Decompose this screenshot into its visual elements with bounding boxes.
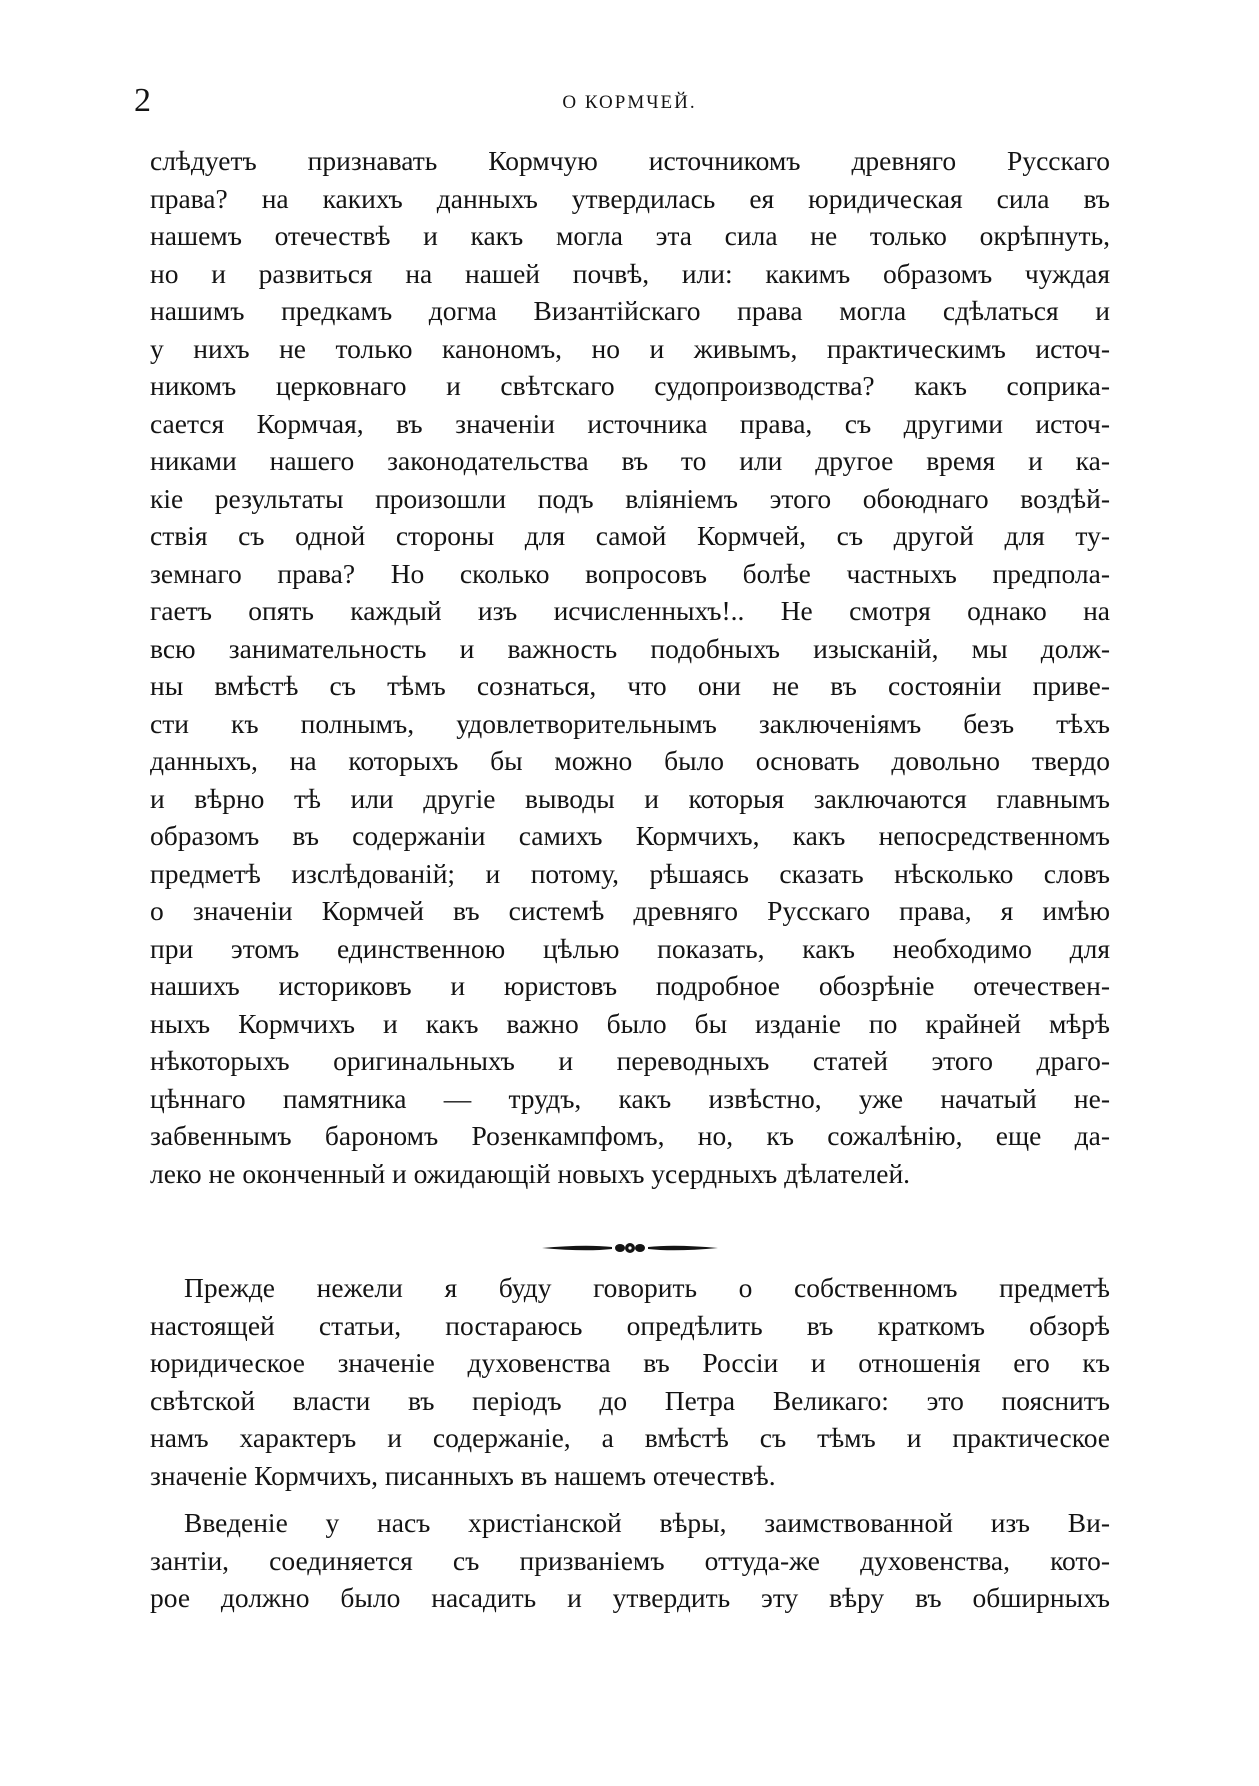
text-line: ны вмѣстѣ съ тѣмъ сознаться, что они не въ состояніи приве- [150,670,1110,701]
text-line: нашихъ историковъ и юристовъ подробное обозрѣніе отечествен- [150,970,1110,1001]
text-line: юридическое значеніе духовенства въ Россіи и отношенія его къ [150,1347,1110,1378]
text-line: земнаго права? Но сколько вопросовъ болѣе частныхъ предпола- [150,557,1110,589]
text-line: кіе результаты произошли подъ вліяніемъ этого обоюднаго воздѣй- [150,482,1110,514]
text-line: сается Кормчая, въ значеніи источника права, съ другими источ- [150,407,1110,439]
text-line: никами нашего законодательства въ то или другое время и ка- [150,445,1110,476]
text-line: значеніе Кормчихъ, писанныхъ въ нашемъ отечествѣ. [150,1459,776,1491]
text-line: нашимъ предкамъ догма Византійскаго права могла сдѣлаться и [150,295,1110,326]
text-line: образомъ въ содержаніи самихъ Кормчихъ, какъ непосредственномъ [150,820,1110,851]
text-line: ствія съ одной стороны для самой Кормчей, съ другой для ту- [150,520,1110,551]
text-line: слѣдуетъ признавать Кормчую источникомъ древняго Русскаго [150,145,1110,176]
text-line: настоящей статьи, постараюсь опредѣлить въ краткомъ обзорѣ [150,1309,1110,1341]
text-line: при этомъ единственною цѣлью показать, какъ необходимо для [150,932,1110,964]
paragraph-2 [150,1269,1110,1617]
text-line: намъ характеръ и содержаніе, а вмѣстѣ съ тѣмъ и практическое [150,1422,1110,1453]
text-line: свѣтской власти въ періодъ до Петра Великаго: это пояснитъ [150,1384,1110,1416]
section-divider-ornament [540,1238,720,1258]
text-line: всю занимательность и важность подобныхъ изысканій, мы долж- [150,632,1110,664]
text-line: Прежде нежели я буду говорить о собственномъ предметѣ [184,1272,1110,1303]
text-line: рое должно было насадить и утвердить эту вѣру въ обширныхъ [150,1582,1110,1613]
paragraph-1 [150,142,1110,1192]
text-line: нѣкоторыхъ оригинальныхъ и переводныхъ статей этого драго- [150,1045,1110,1076]
text-line: цѣннаго памятника — трудъ, какъ извѣстно, уже начатый не- [150,1082,1110,1114]
text-line: сти къ полнымъ, удовлетворительнымъ заключеніямъ безъ тѣхъ [150,707,1110,739]
text-line: у нихъ не только канономъ, но и живымъ, практическимъ источ- [150,332,1110,364]
text-line: леко не оконченный и ожидающій новыхъ усердныхъ дѣлателей. [150,1157,911,1189]
text-line: никомъ церковнаго и свѣтскаго судопроизводства? какъ соприка- [150,370,1110,401]
text-line: забвеннымъ барономъ Розенкампфомъ, но, къ сожалѣнію, еще да- [150,1120,1110,1151]
text-line: ныхъ Кормчихъ и какъ важно было бы изданіе по крайней мѣрѣ [150,1007,1110,1039]
text-line: данныхъ, на которыхъ бы можно было основать довольно твердо [150,745,1110,776]
text-line: гаетъ опять каждый изъ исчисленныхъ!.. Не смотря однако на [150,595,1110,626]
text-line: но и развиться на нашей почвѣ, или: какимъ образомъ чуждая [150,257,1110,289]
running-title: О КОРМЧЕЙ. [562,92,697,113]
text-line: о значеніи Кормчей въ системѣ древняго Русскаго права, я имѣю [150,895,1110,926]
page-number: 2 [134,82,151,119]
text-line: права? на какихъ данныхъ утвердилась ея юридическая сила въ [150,182,1110,214]
text-line: и вѣрно тѣ или другіе выводы и которыя заключаются главнымъ [150,782,1110,814]
text-line: Введеніе у насъ христіанской вѣры, заимствованной изъ Ви- [184,1507,1110,1538]
text-line: нашемъ отечествѣ и какъ могла эта сила не только окрѣпнуть, [150,220,1110,251]
text-line: зантіи, соединяется съ призваніемъ оттуда-же духовенства, кото- [150,1544,1110,1576]
text-line: предметѣ изслѣдованій; и потому, рѣшаясь сказать нѣсколько словъ [150,857,1110,889]
